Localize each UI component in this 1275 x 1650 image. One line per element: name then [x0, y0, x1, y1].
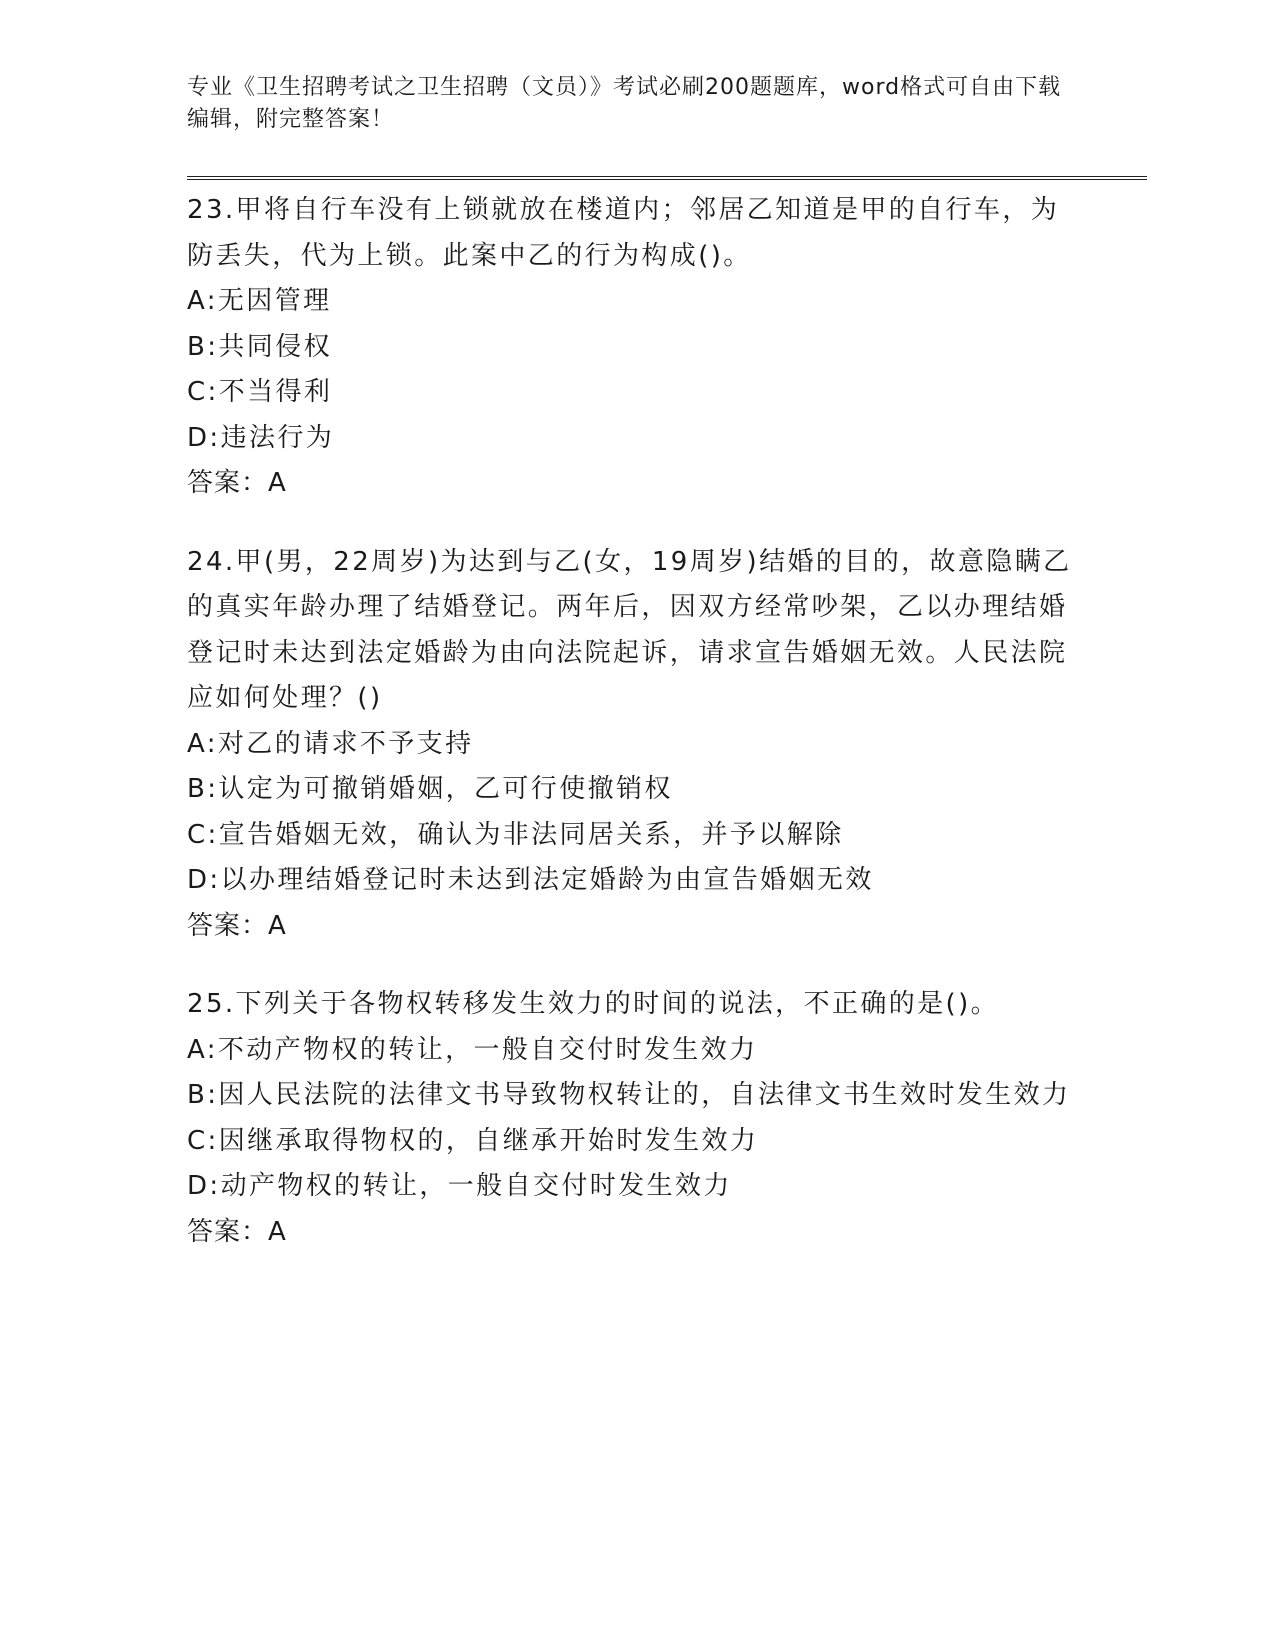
- option-b: B:共同侵权: [187, 331, 332, 362]
- answer: 答案：A: [187, 1216, 287, 1247]
- document-header: 专业《卫生招聘考试之卫生招聘（文员）》考试必刷200题题库，word格式可自由下载编辑，附完整答案！: [187, 75, 1062, 132]
- option-a: A:无因管理: [187, 286, 332, 316]
- question-23: [187, 188, 1077, 507]
- option-b: B:因人民法院的法律文书导致物权转让的，自法律文书生效时发生效力: [187, 1080, 1071, 1110]
- option-c: C:宣告婚姻无效，确认为非法同居关系，并予以解除: [187, 819, 844, 850]
- option-c: C:因继承取得物权的，自继承开始时发生效力: [187, 1125, 759, 1156]
- option-a: A:对乙的请求不予支持: [187, 728, 474, 759]
- option-b: B:认定为可撤销婚姻，乙可行使撤销权: [187, 774, 673, 804]
- option-c: C:不当得利: [187, 377, 333, 407]
- question-stem: 25.下列关于各物权转移发生效力的时间的说法，不正确的是()。: [187, 989, 1000, 1019]
- answer: 答案：A: [187, 910, 287, 941]
- question-25: [187, 982, 1077, 1255]
- answer: 答案：A: [187, 468, 287, 498]
- header-divider: [187, 176, 1147, 180]
- option-d: D:违法行为: [187, 422, 335, 453]
- option-a: A:不动产物权的转让，一般自交付时发生效力: [187, 1034, 758, 1065]
- question-stem: 23.甲将自行车没有上锁就放在楼道内；邻居乙知道是甲的自行车，为防丢失，代为上锁。此案中乙的行为构成()。: [187, 195, 1060, 271]
- question-stem: 24.甲(男，22周岁)为达到与乙(女，19周岁)结婚的目的，故意隐瞒乙的真实年龄办理了结婚登记。两年后，因双方经常吵架，乙以办理结婚登记时未达到法定婚龄为由向法院起诉，请求宣告婚姻无效。人民法院应如何处理？(): [187, 546, 1072, 713]
- option-d: D:以办理结婚登记时未达到法定婚龄为由宣告婚姻无效: [187, 865, 874, 895]
- question-list: [187, 188, 1077, 1288]
- option-d: D:动产物权的转让，一般自交付时发生效力: [187, 1171, 732, 1201]
- question-24: [187, 540, 1077, 950]
